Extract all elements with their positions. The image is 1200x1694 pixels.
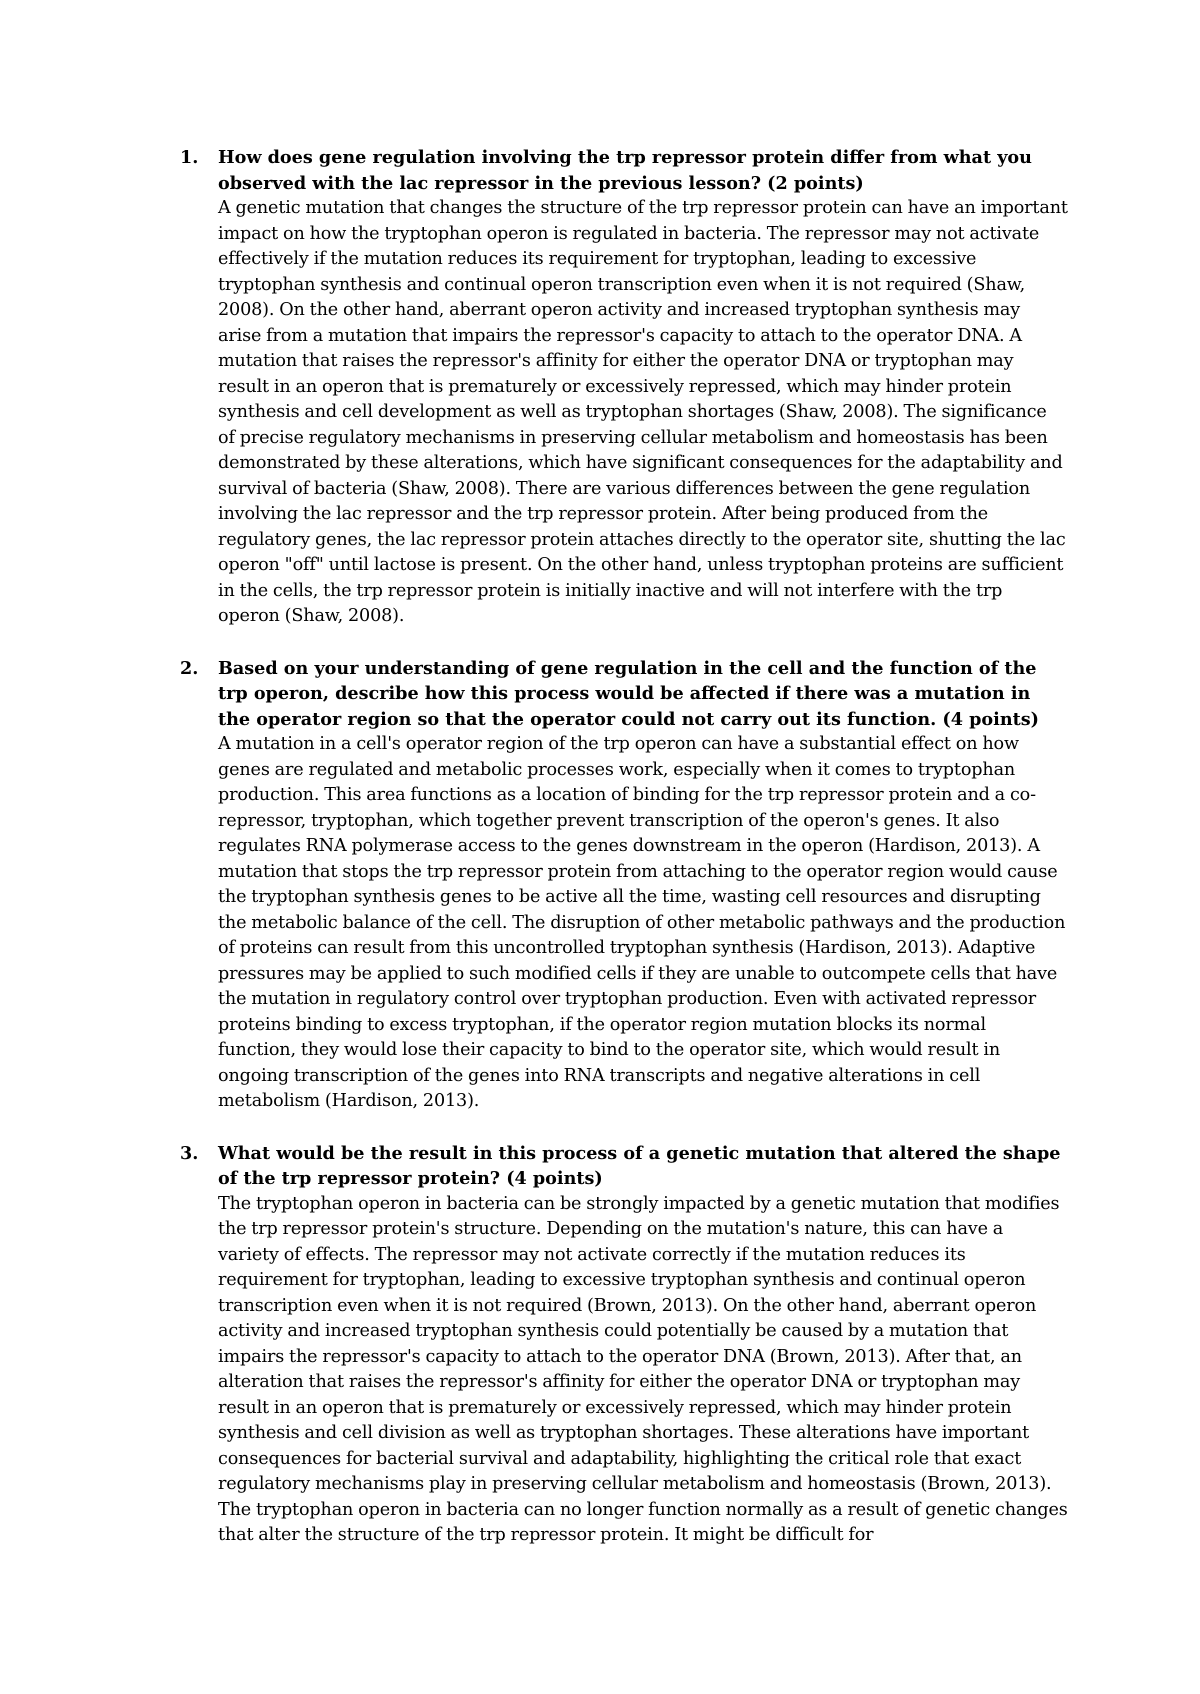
answer-text: The tryptophan operon in bacteria can be strongly impacted by a genetic mutation that modifies the trp repressor protein's structure. Depending on the mutation's nature, this can have a variety of effects. The repressor may not activate correctly if the mutation reduces its requirement for tryptophan, leading to excessive tryptophan synthesis and continual operon transcription even when it is not required (Brown, 2013). On the other hand, aberrant operon activity and increased tryptophan synthesis could potentially be caused by a mutation that impairs the repressor's capacity to attach to the operator DNA (Brown, 2013). After that, an alteration that raises the repressor's affinity for either the operator DNA or tryptophan may result in an operon that is prematurely or excessively repressed, which may hinder protein synthesis and cell division as well as tryptophan shortages. These alterations have important consequences for bacterial survival and adaptability, highlighting the critical role that exact regulatory mechanisms play in preserving cellular metabolism and homeostasis (Brown, 2013). The tryptophan operon in bacteria can no longer function normally as a result of genetic changes that alter the structure of the trp repressor protein. It might be difficult for [218,1193,1068,1545]
question-number: 2. [180,657,199,679]
question-number: 1. [180,147,199,168]
question-item-1 [180,145,1068,630]
question-text: How does gene regulation involving the trp repressor protein differ from what you observed with the lac repressor in the previous lesson? (2 points) [218,147,1032,194]
question-text: Based on your understanding of gene regulation in the cell and the function of the trp operon, describe how this process would be affected if there was a mutation in the operator region so that the operator could not carry out its function. (4 points) [218,657,1039,730]
question-number: 3. [180,1142,199,1164]
question-item-3 [180,1141,1068,1549]
answer-text: A mutation in a cell's operator region of the trp operon can have a substantial effect on how genes are regulated and metabolic processes work, especially when it comes to tryptophan production. This area functions as a location of binding for the trp repressor protein and a co-repressor, tryptophan, which together prevent transcription of the operon's genes. It also regulates RNA polymerase access to the genes downstream in the operon (Hardison, 2013). A mutation that stops the trp repressor protein from attaching to the operator region would cause the tryptophan synthesis genes to be active all the time, wasting cell resources and disrupting the metabolic balance of the cell. The disruption of other metabolic pathways and the production of proteins can result from this uncontrolled tryptophan synthesis (Hardison, 2013). Adaptive pressures may be applied to such modified cells if they are unable to outcompete cells that have the mutation in regulatory control over tryptophan production. Even with activated repressor proteins binding to excess tryptophan, if the operator region mutation blocks its normal function, they would lose their capacity to bind to the operator site, which would result in ongoing transcription of the genes into RNA transcripts and negative alterations in cell metabolism (Hardison, 2013). [218,734,1066,1111]
question-text: What would be the result in this process of a genetic mutation that altered the shape of the trp repressor protein? (4 points) [218,1142,1061,1189]
question-item-2 [180,656,1068,1115]
answer-text: A genetic mutation that changes the structure of the trp repressor protein can have an important impact on how the tryptophan operon is regulated in bacteria. The repressor may not activate effectively if the mutation reduces its requirement for tryptophan, leading to excessive tryptophan synthesis and continual operon transcription even when it is not required (Shaw, 2008). On the other hand, aberrant operon activity and increased tryptophan synthesis may arise from a mutation that impairs the repressor's capacity to attach to the operator DNA. A mutation that raises the repressor's affinity for either the operator DNA or tryptophan may result in an operon that is prematurely or excessively repressed, which may hinder protein synthesis and cell development as well as tryptophan shortages (Shaw, 2008). The significance of precise regulatory mechanisms in preserving cellular metabolism and homeostasis has been demonstrated by these alterations, which have significant consequences for the adaptability and survival of bacteria (Shaw, 2008). There are various differences between the gene regulation involving the lac repressor and the trp repressor protein. After being produced from the regulatory genes, the lac repressor protein attaches directly to the operator site, shutting the lac operon "off" until lactose is present. On the other hand, unless tryptophan proteins are sufficient in the cells, the trp repressor protein is initially inactive and will not interfere with the trp operon (Shaw, 2008). [218,198,1068,626]
question-list [180,145,1068,1575]
